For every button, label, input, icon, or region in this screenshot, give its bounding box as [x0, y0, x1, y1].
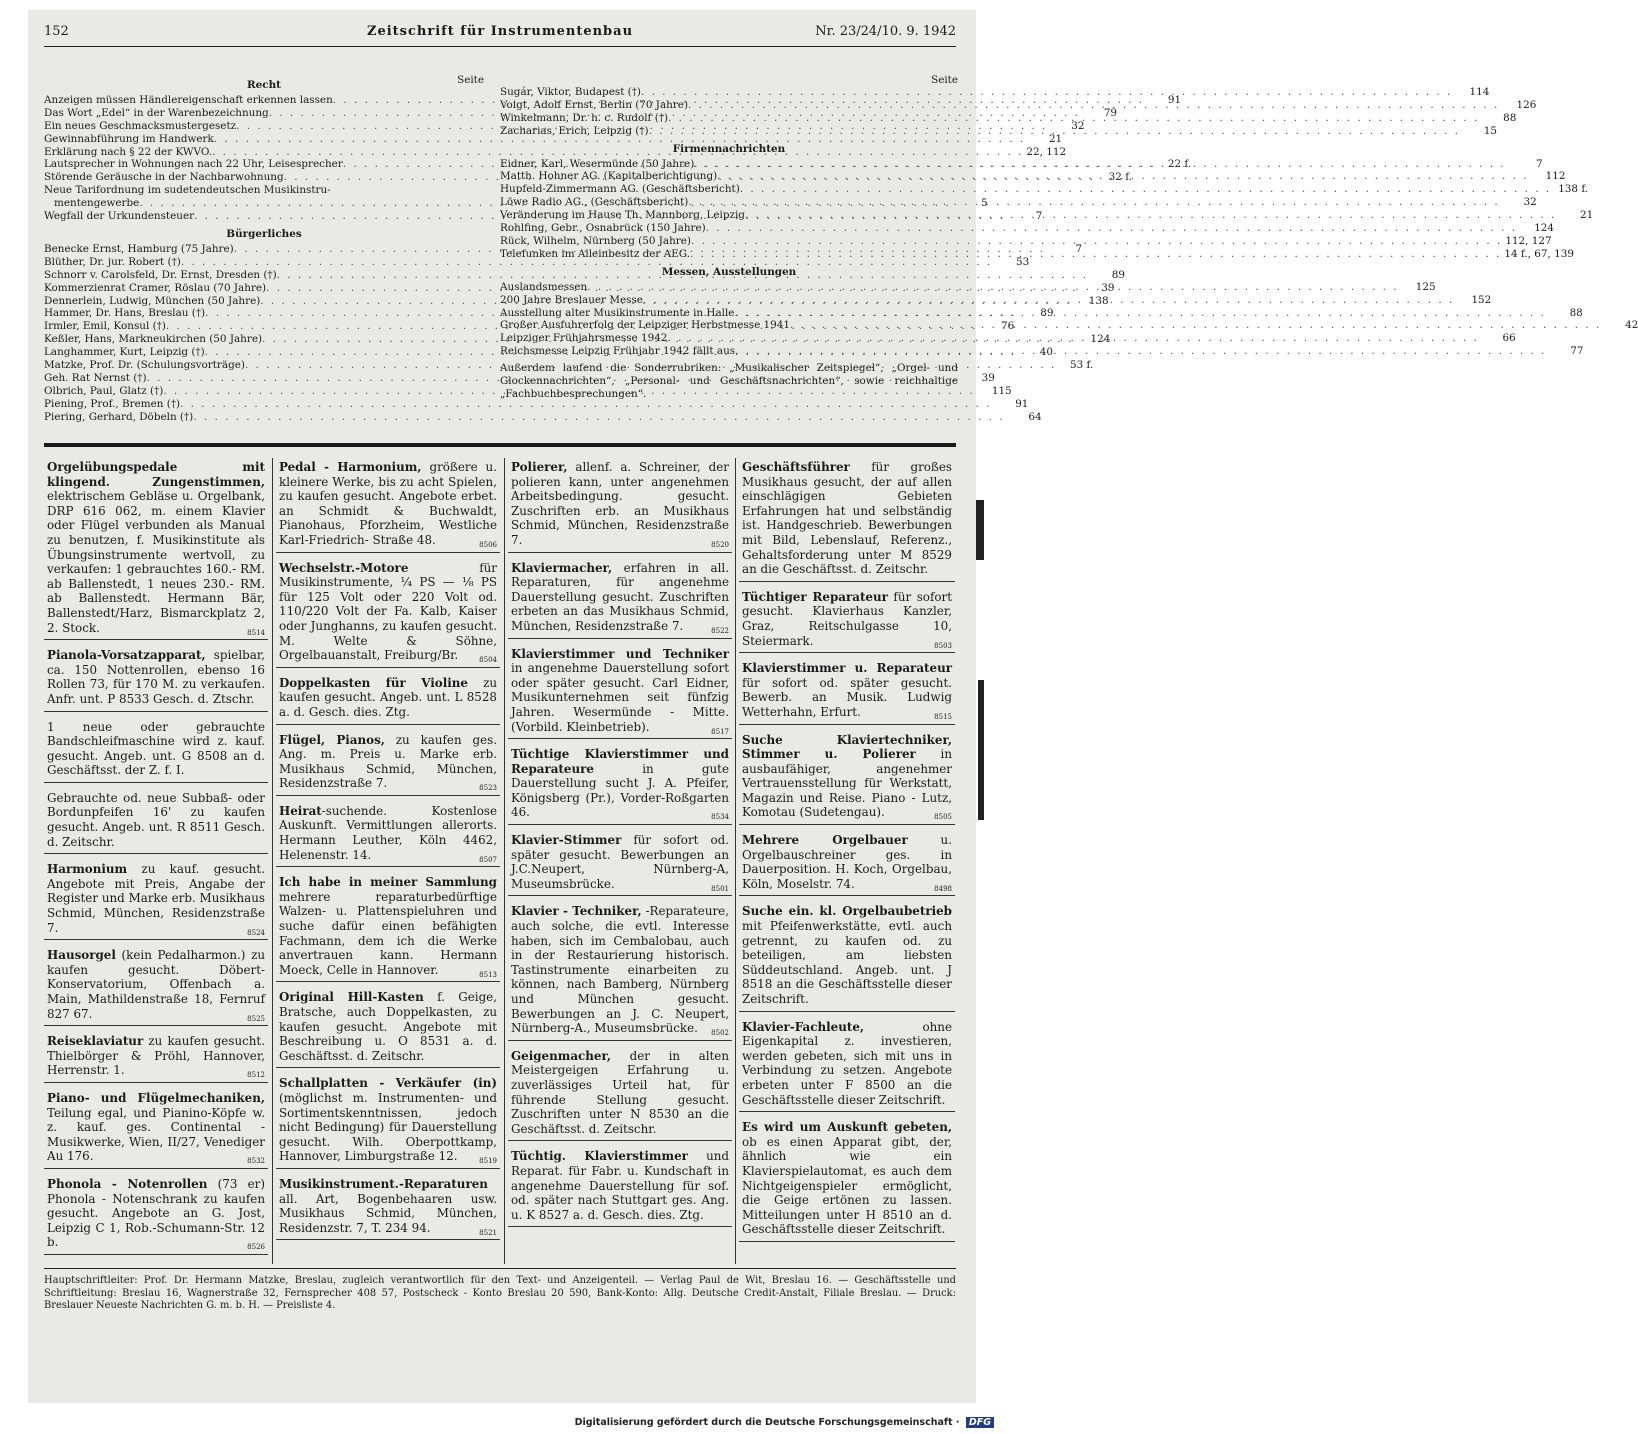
- index-entry-page: 66: [1502, 332, 1516, 345]
- index-entry-title: Ein neues Geschmacksmustergesetz: [44, 119, 237, 132]
- ad-text: mit Pfeifenwerkstätte, evtl. auch getrennt, zu kaufen od. zu beteiligen, am liebsten Süddeutschland. Angeb. unt. J 8518 an die Geschäftsstelle dieser Zeitschrift.: [742, 919, 952, 1006]
- index-entry-title: Benecke Ernst, Hamburg (75 Jahre): [44, 242, 234, 255]
- classified-ad: [276, 802, 500, 867]
- classified-ad: [739, 659, 955, 724]
- index-entry-title: Hupfeld-Zimmermann AG. (Geschäftsbericht): [500, 183, 740, 196]
- ad-code: 8532: [247, 1157, 265, 1166]
- ads-column-1: [44, 458, 268, 1261]
- index-entry-title: Piening, Prof., Bremen (†): [44, 397, 181, 410]
- leader-dots: [649, 125, 1460, 138]
- ad-code: 8522: [711, 626, 729, 635]
- ad-text: u. Orgelbauschreiner ges. in Dauerposition. H. Koch, Orgelbau, Köln, Moselstr. 74.: [742, 833, 952, 891]
- index-entry-page: 115: [991, 384, 1012, 397]
- index-entry-title: Großer Ausfuhrerfolg der Leipziger Herbstmesse 1941: [500, 319, 790, 332]
- classified-ad: [44, 718, 268, 783]
- classified-ad: [44, 1175, 268, 1255]
- dfg-credit-text: Digitalisierung gefördert durch die Deutsche Forschungsgemeinschaft: [574, 1417, 953, 1428]
- ad-text: zu kauf. gesucht. Angebote mit Preis, Angabe der Register und Marke erb. Musikhaus Schmid, München, Residenzstraße 7.: [47, 862, 265, 935]
- index-entry-title: Wegfall der Urkundensteuer: [44, 210, 195, 223]
- ad-text: zu kaufen gesucht. Angeb. unt. L 8528 a. d. Gesch. dies. Ztg.: [279, 675, 497, 719]
- classified-ad: [739, 1018, 955, 1113]
- index-entry-page: 22, 112: [1026, 145, 1067, 158]
- ad-text: in angenehme Dauerstellung sofort oder später gesucht. Carl Eidner, Musikunternehmen seit fünfzig Jahren. Wesermünde - Mitte. (Vorbild. Kleinbetrieb).: [511, 661, 729, 734]
- ad-headline: Suche ein. kl. Orgelbaubetrieb: [742, 904, 952, 919]
- index-entry-title: Löwe Radio AG., (Geschäftsbericht): [500, 196, 689, 209]
- leader-dots: [706, 222, 1517, 235]
- ad-code: 8505: [934, 813, 952, 822]
- ad-headline: Hausorgel: [47, 948, 116, 963]
- index-entry: [44, 132, 1063, 146]
- leader-dots: [668, 112, 1479, 125]
- classified-ad: [276, 731, 500, 796]
- classified-ad: [739, 458, 955, 582]
- classified-ad: [276, 873, 500, 982]
- index-entry: [44, 410, 1042, 424]
- classified-ad: [276, 988, 500, 1068]
- ad-headline: Original Hill-Kasten: [279, 990, 424, 1005]
- index-entry-page: 91: [1015, 397, 1029, 410]
- index-entry-page: 64: [1028, 410, 1042, 423]
- ad-code: 8526: [247, 1243, 265, 1252]
- ad-text: der in alten Meistergeigen Erfahrung u. zuverlässiges Urteil hat, für führende Stellung gesucht. Zuschriften unter N 8530 an die Geschäftsst. d. Zeitschr.: [511, 1048, 729, 1136]
- index-entry-title: 200 Jahre Breslauer Messe: [500, 293, 643, 306]
- classified-ad: [508, 745, 732, 825]
- index-entry-title: Lautsprecher in Wohnungen nach 22 Uhr, Leisesprecher: [44, 158, 343, 171]
- ad-code: 8520: [711, 540, 729, 549]
- classified-ad: [276, 1074, 500, 1169]
- index-section-title: Bürgerliches: [226, 227, 302, 240]
- index-entry: [500, 86, 1490, 99]
- index-entry-page: 124: [1534, 222, 1555, 235]
- ad-headline: Flügel, Pianos,: [279, 732, 385, 747]
- ad-headline: Klavier-Stimmer: [511, 833, 622, 848]
- ad-headline: Harmonium: [47, 862, 128, 877]
- journal-title: Zeitschrift für Instrumentenbau: [366, 24, 634, 39]
- ad-code: 8506: [479, 540, 497, 549]
- ad-headline: Musikinstrument.-Reparaturen: [279, 1176, 488, 1191]
- classified-ad: [44, 458, 268, 640]
- ad-headline: Piano- und Flügelmechaniken,: [47, 1090, 265, 1105]
- ad-text: zu kaufen ges. Ang. m. Preis u. Marke erb. Musikhaus Schmid, München, Residenzstraße 7.: [279, 732, 498, 791]
- ad-headline: Tüchtiger Reparateur: [742, 589, 888, 604]
- index-entry-page: 112: [1545, 170, 1566, 183]
- ad-headline: Doppelkasten für Violine: [279, 675, 468, 690]
- ad-code: 8514: [247, 628, 265, 637]
- index-entry-title: Matzke, Prof. Dr. (Schulungsvorträge): [44, 359, 245, 372]
- index-entry-page: 77: [1570, 345, 1584, 358]
- index-entry-title: Leipziger Frühjahrsmesse 1942: [500, 332, 668, 345]
- ad-headline: Heirat: [279, 803, 322, 818]
- leader-dots: [691, 235, 1502, 248]
- dfg-logo: DFG: [966, 1417, 994, 1428]
- index-entry-page: 7: [1075, 242, 1083, 255]
- seite-label: Seite: [931, 74, 958, 86]
- index-entry-page: 21: [1580, 209, 1594, 222]
- index-entry: [44, 397, 1029, 411]
- classified-ad: [44, 1032, 268, 1083]
- ad-text: 1 neue oder gebrauchte Bandschleifmaschine wird z. kauf. gesucht. Angeb. unt. G 8508 an d. Geschäftsst. der Z. f. I.: [47, 719, 265, 778]
- index-entry-title: Hammer, Dr. Hans, Breslau (†): [44, 307, 206, 320]
- ad-text: zu kaufen gesucht. Thielbörger & Pröhl, Hannover, Herrenstr. 1.: [47, 1034, 265, 1078]
- index-entry-title: Dennerlein, Ludwig, München (50 Jahre): [44, 294, 261, 307]
- ad-text: -suchende. Kostenlose Auskunft. Vermittlungen allerorts. Hermann Leuther, Köln 4462, Helenenstr. 14.: [279, 803, 497, 862]
- classified-ad: [739, 588, 955, 653]
- column-rule: [504, 458, 505, 1264]
- index-entry-title: Blüther, Dr. jur. Robert (†): [44, 255, 181, 268]
- leader-dots: [587, 281, 1398, 294]
- index-entry: [44, 384, 1012, 398]
- ad-text: in ausbaufähiger, angenehmer Vertrauensstellung für Werkstatt, Magazin und Reise. Piano - Lutz, Komotau (Sudetengau).: [742, 747, 952, 820]
- leader-dots: [740, 183, 1551, 196]
- ad-headline: Klaviermacher,: [511, 560, 613, 575]
- classified-ad: [739, 902, 955, 1011]
- index-entry-title: Anzeigen müssen Händlereigenschaft erkennen lassen: [44, 93, 333, 106]
- index-entry-page: 14 f., 67, 139: [1504, 247, 1574, 260]
- classified-ad: [44, 789, 268, 854]
- scan-artifact: [976, 500, 984, 560]
- classified-ad: [508, 559, 732, 639]
- index-entry-page: 7: [1035, 210, 1043, 223]
- index-section-title: Firmennachrichten: [672, 142, 786, 155]
- ad-headline: Orgelübungspedale mit klingend. Zungenstimmen,: [47, 460, 265, 489]
- index-entry-page: 114: [1469, 86, 1490, 98]
- leader-dots: [735, 345, 1546, 358]
- running-header: [44, 24, 956, 47]
- index-entry: [500, 183, 1589, 196]
- index-entry-title: Olbrich, Paul, Glatz (†): [44, 384, 164, 397]
- leader-dots: [643, 294, 1454, 307]
- index-entry-page: 152: [1471, 293, 1492, 306]
- ad-text: ob es einen Apparat gibt, der, ähnlich wie ein Klavierspielautomat, es auch dem Nichtgeigenspieler ermöglicht, die Geige ertönen zu lassen. Mitteilungen unter H 8510 an d. Geschäftsstelle dieser Zeitschrift.: [742, 1134, 952, 1237]
- ad-code: 8513: [479, 970, 497, 979]
- classified-ad: [739, 831, 955, 896]
- ad-text: Gebrauchte od. neue Subbaß- oder Bordunpfeifen 16' zu kaufen gesucht. Angeb. unt. R 8511 Gesch. d. Zeitschr.: [47, 790, 265, 849]
- leader-dots: [790, 319, 1601, 332]
- index-entry-title: Reichsmesse Leipzig Frühjahr 1942 fällt aus: [500, 345, 736, 358]
- index-entry-page: 138: [1088, 294, 1109, 307]
- ad-text: -Reparateure, auch solche, die evtl. Interesse haben, sich im Cembalobau, auch in der Restaurierung historisch. Tastinstrumente einarbeiten zu können, nach Bamberg, Nürnberg und München gesucht. Bewerbungen an J. C. Neupert, Nürnberg-A., Museumsbrücke.: [511, 904, 729, 1036]
- classified-ad: [739, 1118, 955, 1242]
- classified-ad: [508, 645, 732, 740]
- ad-headline: Klavierstimmer und Techniker: [511, 646, 729, 661]
- ad-headline: Geigenmacher,: [511, 1048, 612, 1063]
- index-entry: [500, 247, 1574, 261]
- index-entry-page: 91: [1167, 93, 1182, 106]
- index-entry-title: Zacharias, Erich, Leipzig (†): [500, 124, 649, 137]
- ad-headline: Klavierstimmer u. Reparateur: [742, 661, 952, 676]
- index-entry-page: 88: [1569, 306, 1583, 319]
- ad-headline: Schallplatten - Verkäufer (in): [279, 1076, 497, 1091]
- index-entry-page: 32 f.: [1108, 171, 1132, 184]
- index-entry-page: 42: [1625, 319, 1638, 332]
- ad-code: 8521: [479, 1228, 497, 1237]
- index-entry: [500, 222, 1555, 235]
- index-entry-page: 22 f.: [1167, 158, 1192, 171]
- index-entry-title: Kommerzienrat Cramer, Röslau (70 Jahre): [44, 281, 267, 294]
- index-entry-title: Auslandsmessen: [500, 280, 588, 293]
- classified-ad: [44, 646, 268, 711]
- ad-text: mehrere reparaturbedürftige Walzen- u. Plattenspieluhren und suche dafür einen befähigten Fachmann, dem ich die Werke anvertrauen kann. Hermann Moeck, Celle in Hannover.: [279, 889, 497, 977]
- ad-code: 8498: [934, 884, 952, 893]
- classified-ad: [508, 1147, 732, 1227]
- ad-text: spielbar, ca. 150 Nottenrollen, ebenso 16 Rollen 73, für 170 M. zu verkaufen. Anfr. unt. P 8533 Gesch. d. Ztschr.: [47, 648, 265, 706]
- ad-text: f. Geige, Bratsche, auch Doppelkasten, zu kaufen gesucht. Angebote mit Beschreibung u. O 8531 a. d. Geschäftsst. d. Zeitschr.: [279, 990, 497, 1063]
- index-entry-page: 112, 127: [1505, 234, 1552, 247]
- index-entry-title: Keßler, Hans, Markneukirchen (50 Jahre): [44, 333, 263, 346]
- index-entry-title: Eidner, Karl, Wesermünde (50 Jahre): [500, 157, 695, 170]
- issue-number: Nr. 23/24/10. 9. 1942: [815, 24, 956, 39]
- ad-text: in gute Dauerstellung sucht J. A. Pfeifer, Königsberg (Pr.), Vorder-Roßgarten 46.: [511, 761, 729, 820]
- ad-text: für sofort gesucht. Klavierhaus Kanzler, Graz, Reitschulgasse 10, Steiermark.: [742, 589, 952, 648]
- index-entry-title: Ausstellung alter Musikinstrumente in Halle: [500, 306, 735, 319]
- ad-text: für sofort od. später gesucht. Bewerb. an Musik. Ludwig Wetterhahn, Erfurt.: [742, 675, 952, 719]
- ad-text: elektrischem Gebläse u. Orgelbank, DRP 616 062, m. einem Klavier oder Flügel verbunden als Manual zu benutzen, f. Musikinstitute als Übungsinstrumente wertvoll, zu verkaufen: 1 gebrauchtes 160.- RM. ab Ballenstedt, 1 neues 230.- RM. ab Ballenstedt. Hermann Bär, Ballenstedt/Harz, Bismarckplatz 2, 2. Stock.: [47, 489, 265, 635]
- scan-artifact: [978, 680, 984, 820]
- classified-ad: [508, 458, 732, 553]
- ad-headline: Klavier - Techniker,: [511, 904, 642, 919]
- classified-ad: [508, 902, 732, 1040]
- index-entry-page: 32: [1071, 119, 1085, 132]
- index-entry: [44, 371, 995, 385]
- ad-text: ohne Eigenkapital z. investieren, werden gebeten, sich mit uns in Verbindung zu setzen. Angebote erbeten unter F 8500 an die Geschäftsstelle dieser Zeitschrift.: [742, 1019, 952, 1107]
- classified-ad: [508, 831, 732, 896]
- index-entry-title: Störende Geräusche in der Nachbarwohnung: [44, 171, 284, 184]
- index-spacer: [500, 74, 958, 86]
- ad-code: 8501: [711, 884, 729, 893]
- index-entry-title: Irmler, Emil, Konsul (†): [44, 320, 166, 333]
- ad-code: 8515: [934, 712, 952, 721]
- ad-code: 8507: [479, 855, 497, 864]
- index-entry-page: 53 f.: [1069, 359, 1094, 372]
- index-entry: [500, 196, 1537, 209]
- index-entry-page: 40: [1039, 346, 1054, 359]
- ad-headline: Pianola-Vorsatzapparat,: [47, 648, 206, 663]
- index-entry: [44, 184, 484, 197]
- index-entry-page: 39: [1101, 281, 1115, 294]
- classified-ad: [276, 1175, 500, 1240]
- ad-text: Teilung egal, und Pianino-Köpfe w. z. kauf. ges. Continental - Musikwerke, Wien, II/27, Venediger Au 176.: [47, 1105, 265, 1164]
- ad-code: 8502: [711, 1029, 729, 1038]
- ad-text: für sofort od. später gesucht. Bewerbungen an J.C.Neupert, Nürnberg-A, Museumsbrücke.: [511, 833, 729, 891]
- ad-headline: Polierer,: [511, 460, 568, 474]
- index-entry: [500, 209, 1594, 222]
- ad-headline: Suche Klaviertechniker, Stimmer u. Polierer: [742, 732, 952, 762]
- ad-text: für großes Musikhaus gesucht, der auf allen einschlägigen Gebieten Erfahrungen hat und selbständig ist. Handgeschrieb. Bewerbungen mit Bild, Lebenslauf, Referenz., Gehaltsforderung unter M 8529 an die Geschäftsst. d. Zeitschr.: [742, 460, 952, 577]
- ad-text: größere u. kleinere Werke, bis zu acht Spielen, zu kaufen gesucht. Angebote erbet. an Schmidt & Buchwaldt, Pianohaus, Pforzheim, Westliche Karl-Friedrich- Straße 48.: [279, 460, 497, 547]
- index-entry-page: 53: [1015, 255, 1030, 268]
- index-entry-page: 88: [1503, 111, 1517, 124]
- leader-dots: [745, 209, 1556, 222]
- page-number: 152: [44, 24, 69, 39]
- index-entry-title: Schnorr v. Carolsfeld, Dr. Ernst, Dresden (†): [44, 268, 277, 281]
- index-entry-page: 89: [1040, 307, 1054, 320]
- ad-headline: Klavier-Fachleute,: [742, 1019, 865, 1034]
- ad-headline: Geschäftsführer: [742, 460, 850, 474]
- classified-ad: [276, 674, 500, 725]
- leader-dots: [690, 248, 1501, 261]
- index-entry-page: 76: [1001, 320, 1015, 333]
- ad-headline: Tüchtig. Klavierstimmer: [511, 1149, 688, 1164]
- index-entry-page: 15: [1483, 124, 1497, 137]
- leader-dots: [694, 158, 1505, 171]
- leader-dots: [688, 196, 1499, 209]
- classified-ad: [44, 1089, 268, 1169]
- ad-code: 8519: [479, 1157, 497, 1166]
- leader-dots: [667, 332, 1478, 345]
- ad-code: 8534: [711, 813, 729, 822]
- ad-text: und Reparat. für Fabr. u. Kundschaft in angenehme Dauerstellung für sof. od. später nach Stuttgart ges. Ang. u. K 8527 a. d. Gesch. dies. Ztg.: [511, 1149, 729, 1222]
- ad-code: 8525: [247, 1014, 265, 1023]
- section-divider: [44, 443, 956, 447]
- index-entry-title: Rück, Wilhelm, Nürnberg (50 Jahre): [500, 234, 691, 247]
- ad-text: allenf. a. Schreiner, der polieren kann, unter angenehmen Arbeitsbedingung. gesucht. Zuschriften erb. an Musikhaus Schmid, München, Residenzstraße 7.: [511, 460, 729, 547]
- ad-text: (kein Pedalharmon.) zu kaufen gesucht. Döbert-Konservatorium, Offenbach a. Main, Mathildenstraße 18, Fernruf 827 67.: [47, 948, 265, 1021]
- index-entry-title: Veränderung im Hause Th. Mannborg, Leipzig: [500, 209, 745, 222]
- leader-dots: [717, 170, 1528, 183]
- classified-ad: [276, 458, 500, 553]
- index-entry-title: Neue Tarifordnung im sudetendeutschen Musikinstru-: [44, 184, 331, 197]
- index-entry-title: Gewinnabführung im Handwerk: [44, 132, 214, 145]
- dfg-credit-line: Digitalisierung gefördert durch die Deutsche Forschungsgemeinschaft · DFG: [575, 1417, 994, 1428]
- index-entry: [500, 234, 1552, 248]
- index-entry-title: Matth. Hohner AG. (Kapitalberichtigung): [500, 170, 718, 183]
- index-entry-title: Voigt, Adolf Ernst, Berlin (70 Jahre): [500, 98, 688, 111]
- ad-headline: Ich habe in meiner Sammlung: [279, 875, 497, 890]
- leader-dots: [641, 86, 1452, 99]
- index-entry-title: Winkelmann, Dr. h. c. Rudolf (†): [500, 111, 668, 124]
- ad-code: 8524: [247, 928, 265, 937]
- classified-ad: [276, 559, 500, 668]
- classified-ad: [44, 860, 268, 940]
- index-section-title: Recht: [247, 79, 281, 91]
- ad-headline: Reiseklaviatur: [47, 1034, 144, 1049]
- imprint-footer: Hauptschriftleiter: Prof. Dr. Hermann Matzke, Breslau, zugleich verantwortlich für den Text- und Anzeigenteil. — Verlag Paul de Wit, Breslau 16. — Geschäftsstelle und Schriftleitung: Breslau 16, Wagnerstraße 32, Fernsprecher 408 57, Postscheck - Konto Breslau 20 590, Bank-Konto: Allg. Deutsche Credit-Anstalt, Filiale Breslau. — Druck: Breslauer Neueste Nachrichten G. m. b. H. — Preisliste 4.: [44, 1268, 956, 1313]
- index-entry-title: Erklärung nach § 22 der KWVO.: [44, 145, 213, 158]
- ad-code: 8503: [934, 641, 952, 650]
- classified-ad: [739, 731, 955, 826]
- ad-headline: Wechselstr.-Motore: [279, 560, 409, 575]
- ad-code: 8517: [711, 727, 729, 736]
- scanned-page: [28, 10, 1638, 1403]
- index-entry-page: 5: [981, 197, 988, 210]
- index-entry-title: Das Wort „Edel“ in der Warenbezeichnung: [44, 106, 269, 119]
- index-entry-page: 126: [1516, 98, 1537, 111]
- ad-text: erfahren in all. Reparaturen, für angenehme Dauerstellung gesucht. Zuschriften erbeten an das Musikhaus Schmid, München, Residenzstraße 7.: [511, 560, 729, 633]
- index-note: Außerdem laufend die Sonderrubriken: „Musikalischer Zeitspiegel“, „Orgel- und Glockennachrichten“, „Personal- und Geschäftsnachrichten“, sowie reichhaltige „Fachbuchbesprechungen“.: [500, 362, 958, 400]
- index-entry: [44, 359, 1094, 372]
- ad-headline: Pedal - Harmonium,: [279, 460, 422, 474]
- ad-text: (möglichst m. Instrumenten- und Sortimentskenntnissen, jedoch nicht Bedingung) für Dauerstellung gesucht. Wilh. Oberpottkamp, Hannover, Limburgstraße 12.: [279, 1090, 497, 1164]
- ad-headline: Phonola - Notenrollen: [47, 1176, 208, 1191]
- index-entry-page: 39: [981, 371, 995, 384]
- index-entry-title: Rohlfing, Gebr., Osnabrück (150 Jahre): [500, 222, 706, 235]
- index-entry-page: 124: [1090, 333, 1111, 346]
- index-entry-page: 21: [1048, 132, 1063, 145]
- leader-dots: [688, 99, 1499, 112]
- index-entry-title: mentengewerbe: [54, 197, 140, 210]
- ads-column-3: [508, 458, 732, 1233]
- ad-headline: Mehrere Orgelbauer: [742, 833, 908, 848]
- leader-dots: [193, 411, 1004, 424]
- ad-code: 8504: [479, 656, 497, 665]
- index-entry-title: Telefunken im Alleinbesitz der AEG.: [500, 247, 691, 260]
- index-entry-title: Piering, Gerhard, Döbeln (†): [44, 410, 194, 423]
- index-entry-title: Sugár, Viktor, Budapest (†): [500, 86, 641, 98]
- seite-label: Seite: [457, 74, 484, 86]
- index-entry-page: 32: [1523, 196, 1537, 209]
- index-entry-title: Geh. Rat Nernst (†): [44, 371, 147, 384]
- ad-code: 8512: [247, 1071, 265, 1080]
- classified-ad: [44, 946, 268, 1026]
- index-entry-page: 125: [1415, 280, 1436, 293]
- index-entry-page: 7: [1535, 157, 1543, 170]
- index-entry-page: 89: [1111, 268, 1125, 281]
- ad-headline: Tüchtige Klavierstimmer und Reparateure: [511, 747, 729, 776]
- ads-column-4: [739, 458, 955, 1248]
- index-entry-title: Langhammer, Kurt, Leipzig (†): [44, 346, 205, 359]
- index-entry: [44, 255, 1030, 269]
- leader-dots: [734, 307, 1545, 320]
- ads-column-2: [276, 458, 500, 1246]
- index-section-title: Messen, Ausstellungen: [661, 265, 797, 278]
- classified-ad: [508, 1047, 732, 1142]
- index-entry-page: 138 f.: [1558, 183, 1589, 196]
- ad-text: (73 er) Phonola - Notenschrank zu kaufen gesucht. Angebote an G. Jost, Leipzig C 1, Rob.-Schumann-Str. 12 b.: [47, 1176, 265, 1250]
- ad-text: für Musikinstrumente, ¼ PS — ⅛ PS für 125 Volt oder 220 Volt od. 110/220 Volt der Fa. Kalb, Kaiser oder Junghanns, zu kaufen gesucht. M. Welte & Söhne, Orgelbauanstalt, Freiburg/Br.: [279, 560, 497, 663]
- column-rule: [272, 458, 273, 1264]
- ad-headline: Es wird um Auskunft gebeten,: [742, 1120, 952, 1135]
- column-rule: [735, 458, 736, 1264]
- ad-code: 8523: [479, 784, 497, 793]
- ad-text: all. Art, Bogenbehaaren usw. Musikhaus Schmid, München, Residenzstr. 7, T. 234 94.: [279, 1191, 497, 1235]
- index-entry-page: 79: [1103, 106, 1118, 119]
